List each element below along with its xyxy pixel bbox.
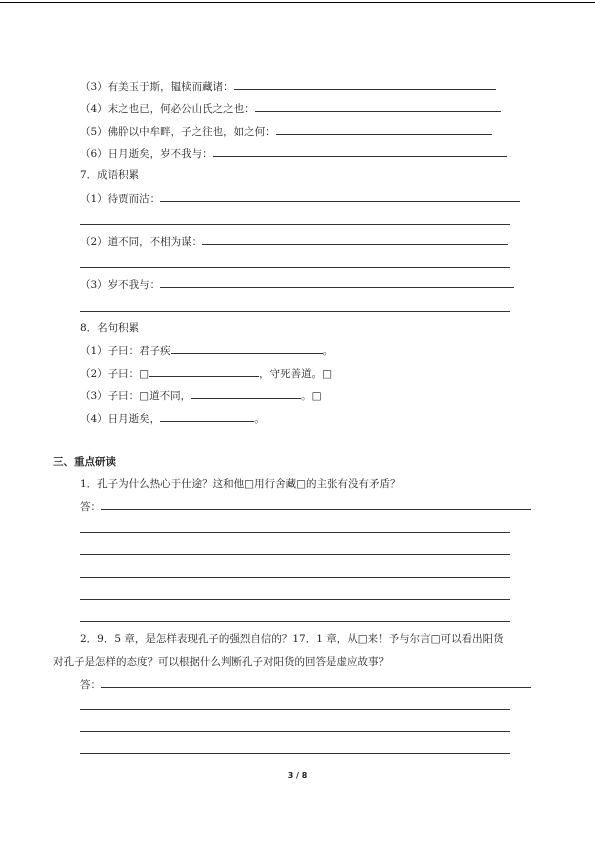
answer-line[interactable] [80,621,510,622]
answer-blank[interactable] [255,101,501,112]
answer-blank[interactable] [202,234,508,245]
answer-line[interactable] [80,709,510,710]
answer-line[interactable] [80,731,510,732]
answer-line[interactable] [80,753,510,754]
question-2-line-1: 2．9．5 章，是怎样表现孔子的强烈自信的？17．1 章，从□来！予与尔言□可以看出阳货 [80,633,504,645]
answer-blank[interactable] [160,191,520,202]
answer-2: 答： [80,677,531,692]
answer-line[interactable] [80,267,510,268]
answer-blank[interactable] [101,499,531,510]
item-3: （3）有美玉于斯，韫椟而藏诸： [80,79,496,94]
quote-2: （2）子曰：□ ，守死善道。□ [80,368,333,380]
idiom-3: （3）岁不我与： [80,277,514,292]
quote-4: （4）日月逝矣， 。 [80,413,265,425]
idiom-2: （2）道不同，不相为谋： [80,234,508,249]
section-heading: 三、重点研读 [53,456,116,468]
question-1: 1．孔子为什么热心于仕途？这和他□用行舍藏□的主张有没有矛盾？ [80,478,401,490]
answer-line[interactable] [80,532,510,533]
question-2-line-2: 对孔子是怎样的态度？可以根据什么判断孔子对阳货的回答是虚应故事？ [53,656,389,668]
section-7-heading: 7．成语积累 [80,169,140,181]
answer-blank[interactable] [171,343,323,354]
idiom-1: （1）待贾而沽： [80,191,520,206]
answer-blank[interactable] [160,411,254,422]
answer-line[interactable] [80,577,510,578]
section-8-heading: 8．名句积累 [80,322,140,334]
item-6: （6）日月逝矣，岁不我与： [80,146,507,161]
answer-blank[interactable] [101,677,531,688]
answer-1: 答： [80,499,531,514]
answer-blank[interactable] [149,366,259,377]
quote-3: （3）子曰：□道不同， 。□ [80,390,322,402]
answer-blank[interactable] [213,146,507,157]
item-4: （4）末之也已，何必公山氏之之也： [80,101,501,116]
answer-line[interactable] [80,554,510,555]
answer-blank[interactable] [160,277,514,288]
answer-blank[interactable] [276,124,492,135]
item-5: （5）佛肸以中牟畔，子之往也，如之何： [80,124,492,139]
header-rule [0,2,595,3]
answer-line[interactable] [80,311,510,312]
answer-line[interactable] [80,224,510,225]
page-number: 3 / 8 [287,771,308,780]
answer-blank[interactable] [191,388,301,399]
answer-line[interactable] [80,599,510,600]
quote-1: （1）子曰：君子疾 。 [80,345,334,357]
answer-blank[interactable] [234,79,496,90]
